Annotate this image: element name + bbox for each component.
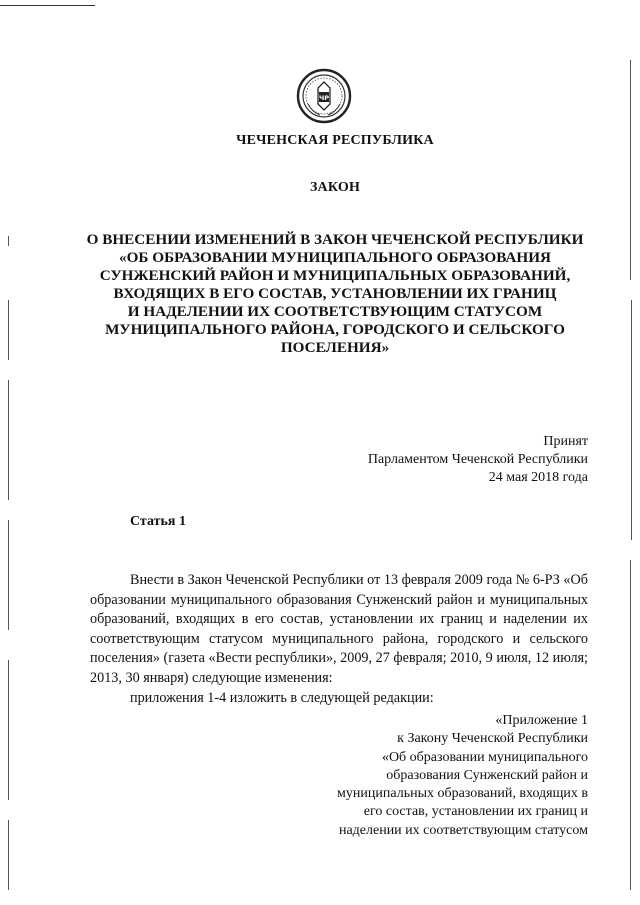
left-margin-mark: [8, 520, 9, 630]
adoption-block: [368, 433, 588, 487]
appendix-header: [337, 712, 588, 840]
law-title-line: СУНЖЕНСКИЙ РАЙОН И МУНИЦИПАЛЬНЫХ ОБРАЗОВАНИЙ,: [99, 267, 571, 284]
appendix-line: к Закону Чеченской Республики: [397, 731, 588, 747]
law-title: [60, 231, 610, 357]
law-title-line: И НАДЕЛЕНИИ ИХ СООТВЕТСТВУЮЩИМ СТАТУСОМ: [127, 303, 543, 320]
right-margin-mark: [630, 560, 631, 890]
appendix-line: его состав, установлении их границ и: [363, 804, 588, 820]
appendix-line: муниципальных образований, входящих в: [337, 786, 588, 802]
article-heading: Статья 1: [130, 514, 186, 529]
left-margin-mark: [8, 820, 9, 890]
left-margin-mark: [8, 380, 9, 500]
left-margin-mark: [8, 300, 9, 360]
law-title-line: «ОБ ОБРАЗОВАНИИ МУНИЦИПАЛЬНОГО ОБРАЗОВАНИЯ: [119, 249, 551, 266]
left-margin-mark: [8, 660, 9, 800]
article-paragraph: Внести в Закон Чеченской Республики от 13 февраля 2009 года № 6-РЗ «Об образовании муниципального образования Сунженский район и муниципальных образований, входящих в его состав, установлении их границ и наделении их соответствующим статусом муниципального района, городского и сельского поселения» (газета «Вести республики», 2009, 27 февраля; 2010, 9 июля, 12 июля; 2013, 30 января) следующие изменения:: [90, 572, 588, 686]
law-title-line: ВХОДЯЩИХ В ЕГО СОСТАВ, УСТАНОВЛЕНИИ ИХ ГРАНИЦ: [113, 285, 557, 302]
adoption-date: 24 мая 2018 года: [488, 470, 588, 485]
appendix-line: образования Сунженский район и: [386, 767, 588, 783]
appendix-line: «Об образовании муниципального: [381, 749, 588, 765]
left-margin-mark: [8, 236, 9, 246]
law-title-line: О ВНЕСЕНИИ ИЗМЕНЕНИЙ В ЗАКОН ЧЕЧЕНСКОЙ РЕСПУБЛИКИ: [86, 231, 584, 248]
appendix-line: «Приложение 1: [495, 713, 588, 728]
right-margin-mark: [630, 60, 631, 280]
emblem-text: ЧР: [318, 94, 330, 102]
right-margin-mark: [631, 300, 632, 540]
document-type-heading: ЗАКОН: [309, 180, 361, 195]
coat-of-arms-seal-icon: [296, 68, 352, 124]
adoption-label: Принят: [543, 434, 588, 449]
appendix-line: наделении их соответствующим статусом: [338, 822, 588, 838]
law-title-line: МУНИЦИПАЛЬНОГО РАЙОНА, ГОРОДСКОГО И СЕЛЬСКОГО: [105, 321, 565, 338]
law-title-line: ПОСЕЛЕНИЯ»: [280, 339, 390, 356]
adoption-body: Парламентом Чеченской Республики: [367, 452, 588, 467]
article-instruction: приложения 1-4 изложить в следующей редакции:: [130, 690, 434, 706]
republic-heading: ЧЕЧЕНСКАЯ РЕСПУБЛИКА: [236, 133, 434, 148]
top-rule: [0, 5, 95, 6]
